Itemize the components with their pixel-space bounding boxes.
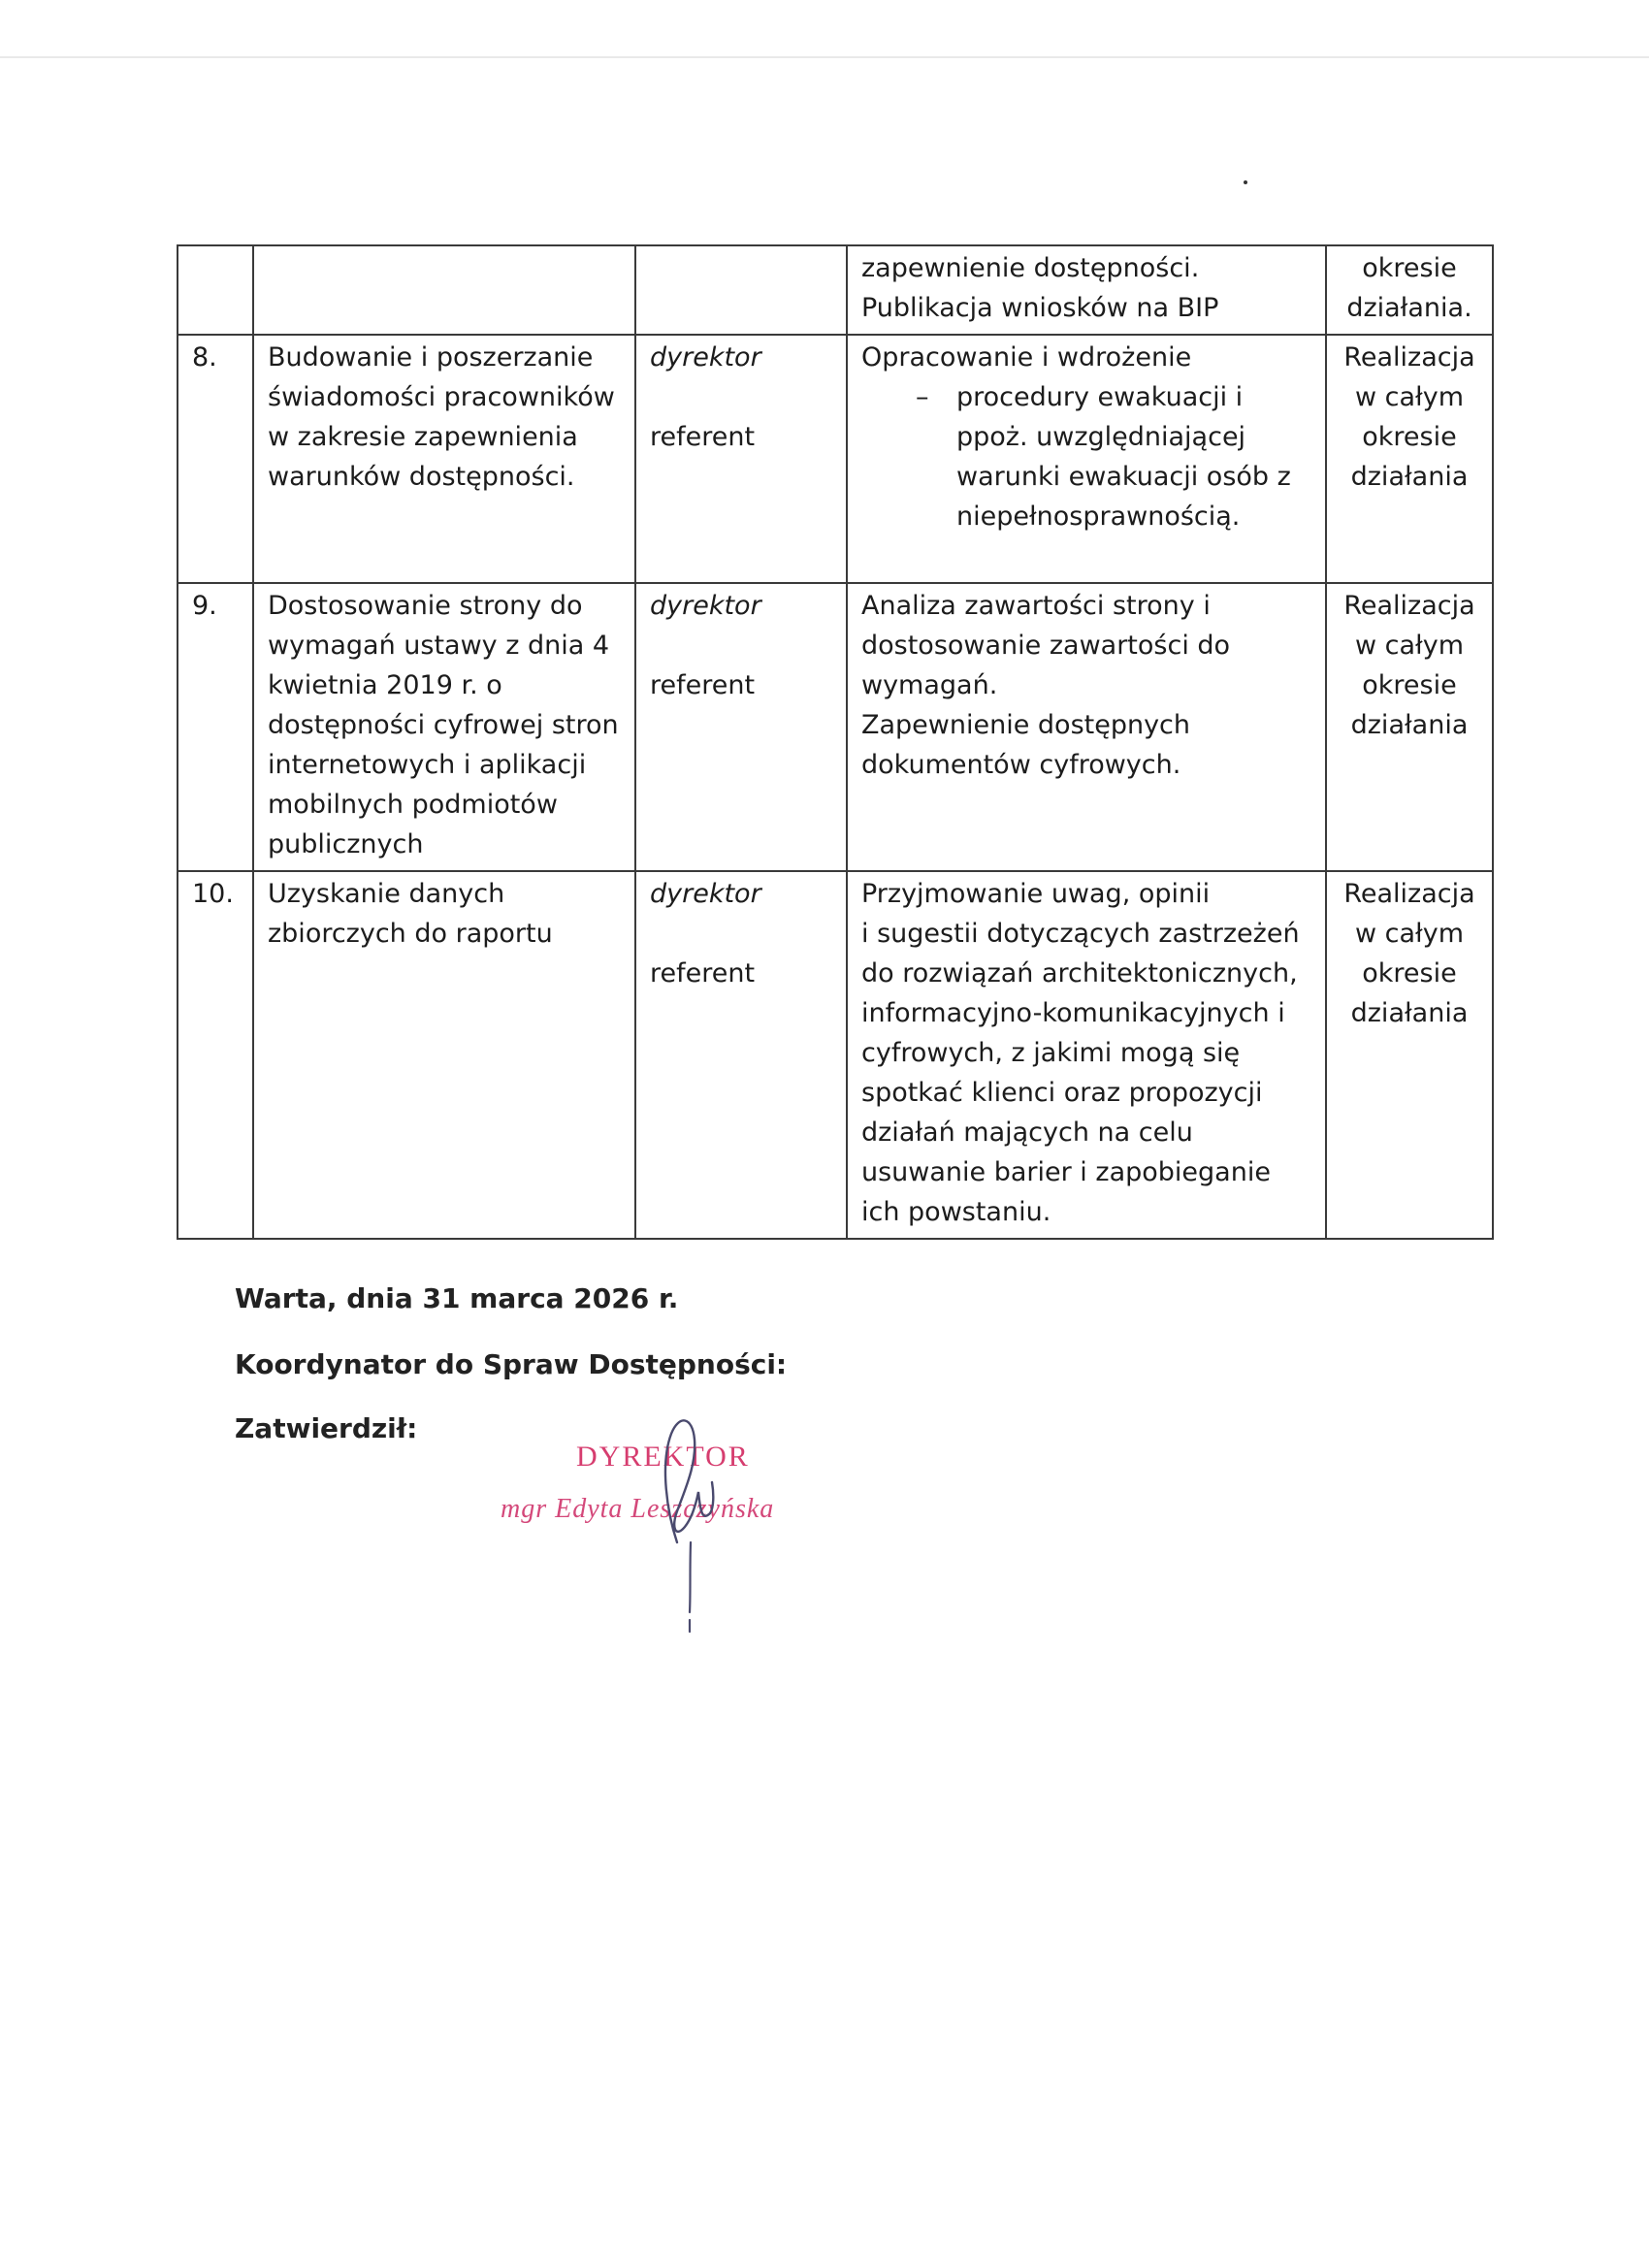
cell-activity: Analiza zawartości strony i dostosowanie zawartości do wymagań. Zapewnienie dostępnych dokumentów cyfrowych. (847, 583, 1326, 871)
list-item: – procedury ewakuacji i ppoż. uwzględniającej warunki ewakuacji osób z niepełnosprawnością. (916, 377, 1311, 536)
cell-number: 9. (178, 583, 253, 871)
approved-label: Zatwierdził: (235, 1412, 418, 1444)
cell-deadline: Realizacja w całym okresie działania (1326, 335, 1493, 583)
cell-deadline: okresie działania. (1326, 245, 1493, 335)
responsible-primary: dyrektor (650, 879, 761, 909)
cell-deadline: Realizacja w całym okresie działania (1326, 871, 1493, 1239)
cell-responsible (635, 583, 847, 871)
accessibility-plan-table (177, 244, 1494, 1240)
cell-number: 8. (178, 335, 253, 583)
stamp-title: DYREKTOR (576, 1441, 750, 1473)
cell-task: Dostosowanie strony do wymagań ustawy z dnia 4 kwietnia 2019 r. o dostępności cyfrowej stron internetowych i aplikacji mobilnych podmiotów publicznych (253, 583, 635, 871)
cell-responsible (635, 245, 847, 335)
cell-task: Budowanie i poszerzanie świadomości pracowników w zakresie zapewnienia warunków dostępności. (253, 335, 635, 583)
table-row (178, 871, 1493, 1239)
responsible-primary: dyrektor (650, 591, 761, 621)
signature-icon (621, 1397, 757, 1639)
responsible-secondary: referent (650, 958, 756, 988)
responsible-primary: dyrektor (650, 342, 761, 373)
coordinator-label: Koordynator do Spraw Dostępności: (235, 1348, 788, 1380)
cell-number (178, 245, 253, 335)
activity-list (861, 377, 1311, 536)
cell-responsible (635, 871, 847, 1239)
scan-speck (1244, 180, 1247, 184)
scan-edge-line (0, 56, 1649, 58)
date-line: Warta, dnia 31 marca 2026 r. (235, 1282, 679, 1314)
cell-activity (847, 335, 1326, 583)
responsible-secondary: referent (650, 670, 756, 700)
responsible-secondary: referent (650, 422, 756, 452)
cell-number: 10. (178, 871, 253, 1239)
cell-task (253, 245, 635, 335)
cell-activity: zapewnienie dostępności. Publikacja wniosków na BIP (847, 245, 1326, 335)
table-row (178, 335, 1493, 583)
cell-task: Uzyskanie danych zbiorczych do raportu (253, 871, 635, 1239)
table-row (178, 583, 1493, 871)
cell-responsible (635, 335, 847, 583)
activity-intro: Opracowanie i wdrożenie (861, 342, 1192, 373)
cell-activity: Przyjmowanie uwag, opinii i sugestii dotyczących zastrzeżeń do rozwiązań architektonicznych, informacyjno-komunikacyjnych i cyfrowych, z jakimi mogą się spotkać klienci oraz propozycji działań mających na celu usuwanie barier i zapobieganie ich powstaniu. (847, 871, 1326, 1239)
stamp-name: mgr Edyta Leszczyńska (501, 1494, 775, 1524)
cell-deadline: Realizacja w całym okresie działania (1326, 583, 1493, 871)
table-row-continuation (178, 245, 1493, 335)
